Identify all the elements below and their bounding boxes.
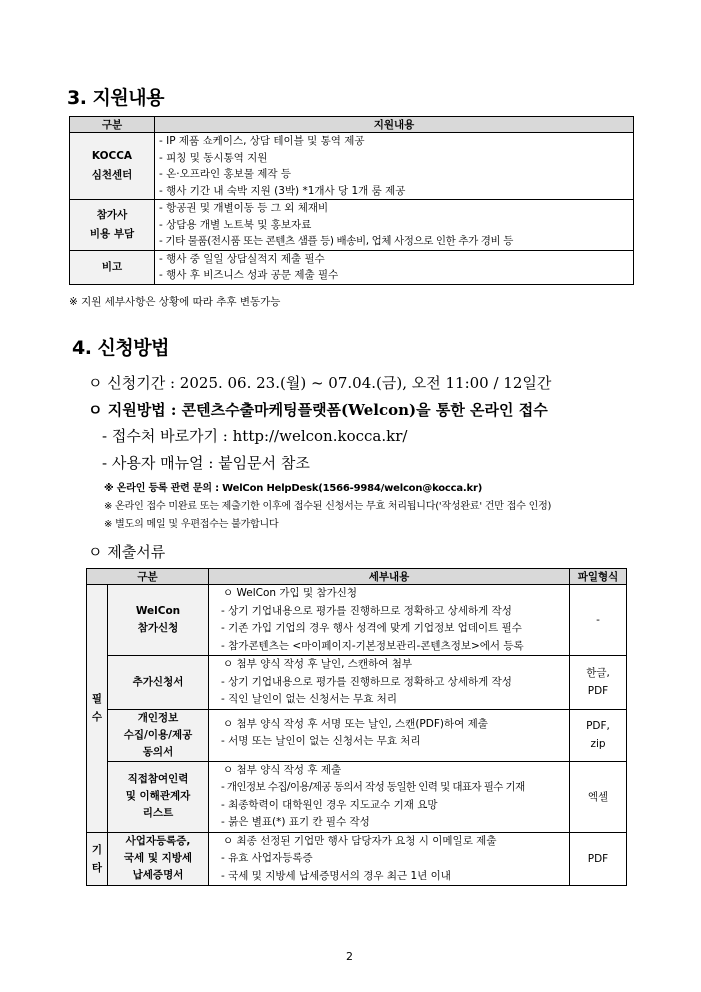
detail-line: - 기존 가입 기업의 경우 행사 성격에 맞게 기업정보 업데이트 필수 [221,622,522,634]
other-label-char: 타 [91,861,103,874]
other-label-char: 기 [91,843,103,856]
detail-line: ㅇ 최종 선정된 기업만 행사 담당자가 요청 시 이메일로 제출 [223,834,497,847]
detail-line: - 유효 사업자등록증 [221,852,313,864]
detail-line: ㅇ 첨부 양식 작성 후 날인, 스캔하여 첨부 [223,658,412,670]
format-line: - [596,614,600,626]
document-details [209,709,570,761]
table-row [70,250,634,284]
document-format [570,656,627,710]
document-name-line: 및 이해관계자 [125,790,191,802]
document-name-line: 사업자등록증, [125,835,191,848]
document-format [570,585,627,656]
required-label [87,585,108,833]
document-name-line: WelCon [135,605,181,617]
document-details [209,585,570,656]
detail-line: - 상기 기업내용으로 평가를 진행하므로 정확하고 상세하게 작성 [221,675,512,688]
table-header-row [70,117,634,133]
table-row [87,761,627,832]
table-row [70,200,634,251]
category-line: 심천센터 [91,169,133,181]
document-name [108,709,209,761]
content-line: - 행사 후 비즈니스 성과 공문 제출 필수 [159,269,339,281]
format-line: PDF [587,685,609,698]
detail-line: - 상기 기업내용으로 평가를 진행하므로 정확하고 상세하게 작성 [221,604,512,617]
row-content [155,133,634,200]
document-name [108,585,209,656]
format-line: PDF [587,852,609,865]
required-label-char: 필 [91,693,103,706]
detail-line: - 서명 또는 날인이 없는 신청서는 무효 처리 [221,735,421,747]
row-category [70,133,155,200]
document-format [570,761,627,832]
row-content [155,250,634,284]
detail-line: - 참가콘텐츠는 <마이페이지-기본정보관리-콘텐츠정보>에서 등록 [221,639,524,652]
document-name-line: 동의서 [142,745,174,758]
submission-note: ※ 온라인 접수 미완료 또는 제출기한 이후에 접수된 신청서는 무효 처리됩니다('작성완료' 건만 접수 인정) [104,501,552,512]
detail-line: ㅇ 첨부 양식 작성 후 제출 [223,763,342,776]
detail-line: ㅇ WelCon 가입 및 참가신청 [223,587,358,599]
document-details [209,656,570,710]
documents-table [86,568,627,886]
support-table [69,116,634,285]
content-line: - 항공권 및 개별이동 등 그 외 체재비 [159,202,329,214]
format-line: 한글, [586,667,610,680]
document-details [209,761,570,832]
row-category [70,250,155,284]
content-line: - IP 제품 쇼케이스, 상담 테이블 및 통역 제공 [159,135,365,147]
document-format [570,709,627,761]
content-line: - 기타 물품(전시품 또는 콘텐츠 샘플 등) 배송비, 업체 사정으로 인한 추가 경비 등 [159,235,513,247]
document-name-line: 추가신청서 [132,675,184,688]
documents-title: ㅇ 제출서류 [88,543,166,561]
document-name-line: 참가신청 [137,622,179,634]
application-method: ㅇ 지원방법 : 콘텐츠수출마케팅플랫폼(Welcon)을 통한 온라인 접수 [88,401,548,419]
application-period: ㅇ 신청기간 : 2025. 06. 23.(월) ~ 07.04.(금), 오전 11:00 / 12일간 [88,374,552,392]
user-manual: - 사용자 매뉴얼 : 붙임문서 참조 [102,454,310,472]
table-header-row [87,569,627,585]
other-label [87,832,108,886]
table-row [87,709,627,761]
document-name-line: 개인정보 [137,711,179,724]
document-name-line: 수집/이용/제공 [123,728,193,741]
header-category: 구분 [87,569,209,585]
section-3-title: 3. 지원내용 [67,87,164,109]
format-line: zip [590,738,606,750]
document-name [108,656,209,710]
table-row [87,656,627,710]
header-category: 구분 [70,117,155,133]
format-line: 엑셀 [587,790,609,803]
row-category [70,200,155,251]
document-name-line: 납세증명서 [132,869,184,882]
content-line: - 상담용 개별 노트북 및 홍보자료 [159,218,312,231]
header-details: 세부내용 [209,569,570,585]
category-line: 비용 부담 [89,227,135,240]
row-content [155,200,634,251]
mail-note: ※ 별도의 메일 및 우편접수는 불가합니다 [104,519,279,530]
shortcut-link[interactable]: - 접수처 바로가기 : http://welcon.kocca.kr/ [102,427,408,445]
content-line: - 행사 중 일일 상담실적지 제출 필수 [159,252,325,265]
page-number: 2 [346,950,353,963]
document-format [570,832,627,886]
detail-line: - 최종학력이 대학원인 경우 지도교수 기재 요망 [221,798,438,811]
content-line: - 행사 기간 내 숙박 지원 (3박) *1개사 당 1개 룸 제공 [159,184,406,197]
document-name [108,832,209,886]
inquiry-note: ※ 온라인 등록 관련 문의 : WelCon HelpDesk(1566-9984/welcon@kocca.kr) [104,483,483,494]
category-line: 참가사 [96,208,128,221]
section-4-title: 4. 신청방법 [72,337,169,359]
category-line: 비고 [101,260,123,273]
table-row [87,832,627,886]
document-name [108,761,209,832]
table-row [87,585,627,656]
detail-line: - 직인 날인이 없는 신청서는 무효 처리 [221,693,397,705]
document-name-line: 직접참여인력 [127,773,189,785]
detail-line: - 개인정보 수집/이용/제공 동의서 작성 동일한 인력 및 대표자 필수 기재 [221,781,525,793]
support-note: ※ 지원 세부사항은 상황에 따라 추후 변동가능 [69,296,281,308]
document-details [209,832,570,886]
detail-line: - 국세 및 지방세 납세증명서의 경우 최근 1년 이내 [221,869,451,882]
header-content: 지원내용 [155,117,634,133]
detail-line: - 붉은 별표(*) 표기 칸 필수 작성 [221,816,370,828]
content-line: - 온·오프라인 홍보물 제작 등 [159,168,292,180]
document-name-line: 리스트 [142,807,174,819]
detail-line: ㅇ 첨부 양식 작성 후 서명 또는 날인, 스캔(PDF)하여 제출 [223,717,488,730]
table-row [70,133,634,200]
document-name-line: 국세 및 지방세 [123,852,193,865]
content-line: - 피칭 및 동시통역 지원 [159,151,268,164]
required-label-char: 수 [91,711,103,724]
format-line: PDF, [586,720,610,732]
header-format: 파일형식 [570,569,627,585]
category-line: KOCCA [91,150,133,162]
